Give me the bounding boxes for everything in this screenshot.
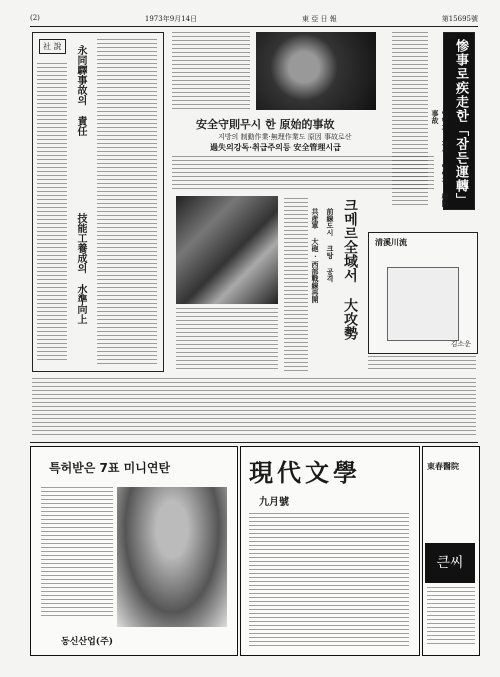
ad-hyundae-munhak bbox=[240, 446, 420, 656]
photo-caption-text bbox=[172, 32, 250, 110]
masthead-number: 第15695號 bbox=[441, 15, 478, 23]
khmer-headline: 크메르全域서 大攻勢 bbox=[342, 198, 358, 340]
editorial-label: 社 說 bbox=[39, 39, 66, 54]
lower-text-band bbox=[32, 378, 476, 438]
ad-right-stack bbox=[422, 446, 480, 656]
khmer-subhead-1: 前線도시 크탕 공격 bbox=[326, 208, 335, 282]
vertical-headline: 惨事로疾走한「잠든運轉」 bbox=[453, 39, 468, 207]
masthead-date: 1973年9月14日 bbox=[144, 15, 198, 23]
vertical-subhead: 인명과 재산 앗아간 機關事故 bbox=[431, 110, 450, 207]
ad-minitan-title: 특허받은 7표 미니연탄 bbox=[49, 461, 171, 475]
cartoon-caption: 김소운 bbox=[450, 340, 471, 348]
ad-minitan-illustration bbox=[117, 487, 227, 627]
cartoon-box bbox=[368, 232, 478, 354]
below-cartoon-text bbox=[368, 356, 476, 372]
main-headline: 安全守則무시 한 原始的事故 bbox=[196, 118, 335, 131]
main-subhead: 지방의 制動作業·無理作業도 原因 事故로산 bbox=[218, 133, 352, 141]
masthead-paper: 東 亞 日 報 bbox=[302, 15, 337, 23]
editorial-headline-1: 永同驛事故의 責任 bbox=[75, 45, 86, 136]
ad-divider bbox=[30, 442, 478, 443]
ad-right-text bbox=[427, 587, 475, 647]
khmer-story-text bbox=[284, 198, 308, 374]
cartoon-title: 清溪川流 bbox=[375, 237, 407, 247]
ad-minitan-text bbox=[41, 487, 113, 617]
scene-photo bbox=[176, 196, 278, 304]
ad-minitan-company: 동신산업(주) bbox=[61, 637, 113, 647]
ad-munhak-title: 現代文學 bbox=[249, 458, 361, 487]
masthead-page: (2) bbox=[30, 14, 40, 22]
cartoon-drawing bbox=[387, 267, 459, 341]
main-deck: 過失의강독·취급주의등 安全管理시급 bbox=[210, 142, 341, 152]
khmer-subhead-2: 共産軍 大砲·西部戰線再開 bbox=[311, 208, 320, 303]
ad-minitan bbox=[30, 446, 238, 656]
right-column-text bbox=[392, 32, 428, 208]
editorial-body-text-2 bbox=[37, 63, 67, 363]
accident-photo bbox=[256, 32, 376, 110]
ad-clinic-name: 東春醫院 bbox=[427, 461, 459, 471]
ad-munhak-issue: 九月號 bbox=[259, 497, 289, 508]
editorial-headline-2: 技能工養成의 水準向上 bbox=[75, 213, 86, 324]
editorial-body-text bbox=[97, 39, 157, 365]
photo2-caption bbox=[176, 308, 278, 372]
ad-brand: 큰씨 bbox=[425, 543, 475, 583]
masthead bbox=[30, 14, 478, 27]
editorial-box bbox=[32, 32, 164, 372]
ad-munhak-contents bbox=[249, 513, 409, 647]
